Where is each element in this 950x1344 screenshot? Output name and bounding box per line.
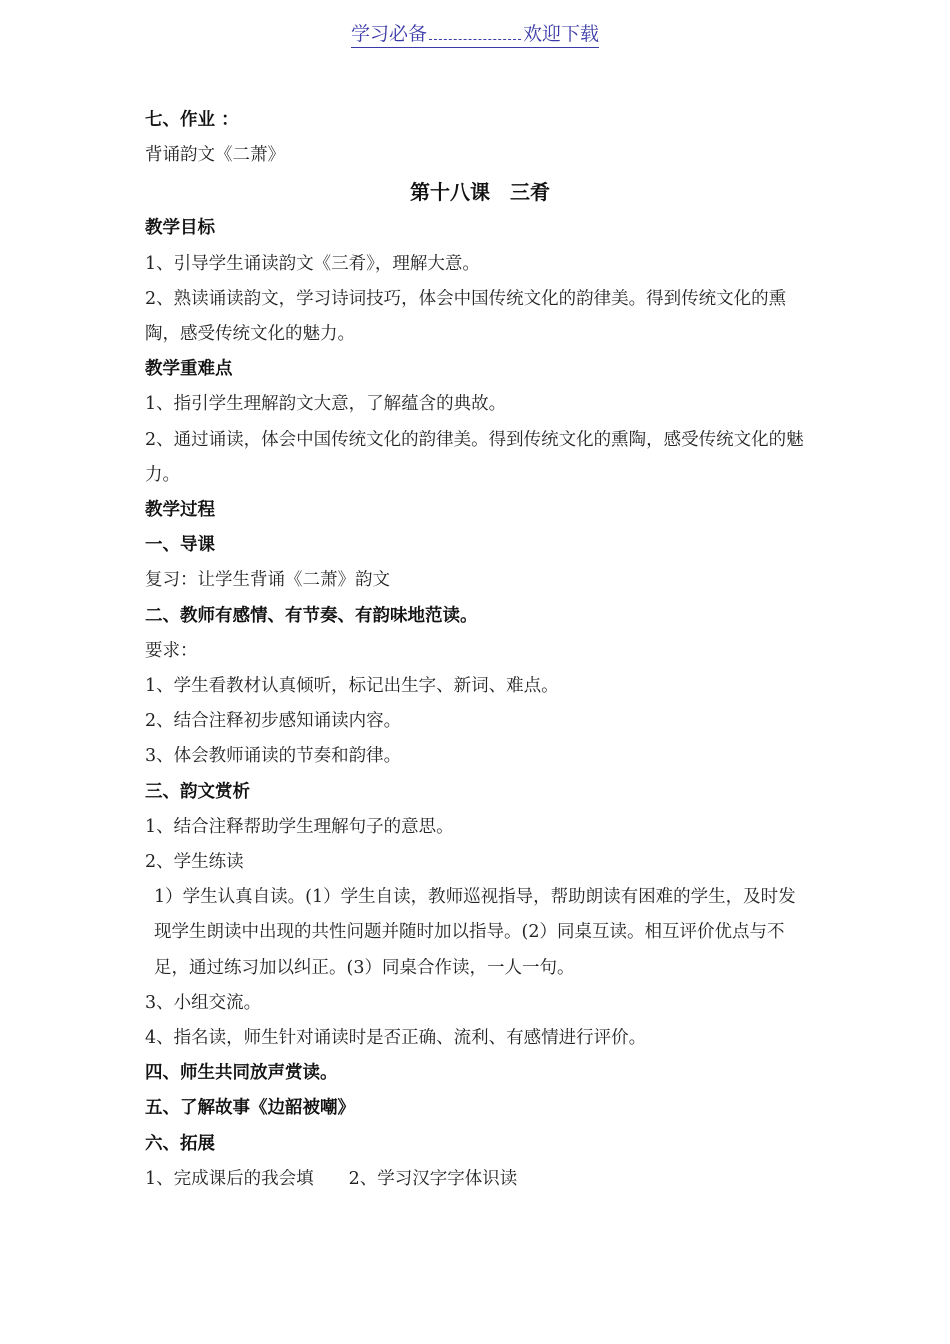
appreciation-item: 2、学生练读 bbox=[145, 852, 244, 873]
requirements-label: 要求： bbox=[145, 640, 198, 661]
header-banner bbox=[351, 22, 599, 48]
section-heading-appreciation: 三、韵文赏析 bbox=[145, 781, 250, 802]
section-heading-group-reading: 四、师生共同放声赏读。 bbox=[145, 1063, 338, 1084]
homework-text: 背诵韵文《二萧》 bbox=[145, 145, 285, 166]
goal-item: 2、熟读诵读韵文，学习诗词技巧，体会中国传统文化的韵律美。得到传统文化的熏陶，感受传统文化的魅力。 bbox=[145, 288, 787, 345]
requirement-item: 2、结合注释初步感知诵读内容。 bbox=[145, 711, 402, 732]
requirement-item: 1、学生看教材认真倾听，标记出生字、新词、难点。 bbox=[145, 676, 559, 697]
header-gap bbox=[429, 25, 521, 40]
page-header bbox=[0, 22, 950, 48]
section-text: 复习：让学生背诵《二萧》韵文 bbox=[145, 570, 390, 591]
appreciation-item: 4、指名读，师生针对诵读时是否正确、流利、有感情进行评价。 bbox=[145, 1028, 647, 1049]
key-point-item: 2、通过诵读，体会中国传统文化的韵律美。得到传统文化的熏陶，感受传统文化的魅力。 bbox=[145, 429, 804, 485]
lesson-title: 第十八课 三肴 bbox=[410, 180, 550, 205]
document-body bbox=[145, 103, 813, 1197]
section-heading-intro: 一、导课 bbox=[145, 535, 215, 556]
goals-heading: 教学目标 bbox=[145, 218, 215, 239]
goal-item: 1、引导学生诵读韵文《三肴》，理解大意。 bbox=[145, 253, 480, 274]
header-left-text: 学习必备 bbox=[350, 23, 427, 45]
key-points-heading: 教学重难点 bbox=[145, 359, 233, 380]
appreciation-item: 1、结合注释帮助学生理解句子的意思。 bbox=[145, 816, 454, 837]
section-heading-story: 五、了解故事《边韶被嘲》 bbox=[145, 1098, 355, 1119]
requirement-item: 3、体会教师诵读的节奏和韵律。 bbox=[145, 746, 402, 767]
process-heading: 教学过程 bbox=[145, 500, 215, 521]
homework-heading: 七、作业 ： bbox=[145, 110, 239, 130]
key-point-item: 1、指引学生理解韵文大意，了解蕴含的典故。 bbox=[145, 394, 507, 415]
section-heading-extension: 六、拓展 bbox=[145, 1133, 215, 1154]
practice-paragraph: 1）学生认真自读。(1）学生自读，教师巡视指导，帮助朗读有困难的学生，及时发现学生朗读中出现的共性问题并随时加以指导。(2）同桌互读。相互评价优点与不足，通过练习加以纠正。(3）同桌合作读，一人一句。 bbox=[154, 887, 796, 978]
header-right-text: 欢迎下载 bbox=[523, 23, 600, 45]
appreciation-item: 3、小组交流。 bbox=[145, 992, 262, 1013]
extension-text: 1、完成课后的我会填 2、学习汉字字体识读 bbox=[145, 1168, 518, 1189]
section-heading-model-reading: 二、教师有感情、有节奏、有韵味地范读。 bbox=[145, 605, 478, 626]
